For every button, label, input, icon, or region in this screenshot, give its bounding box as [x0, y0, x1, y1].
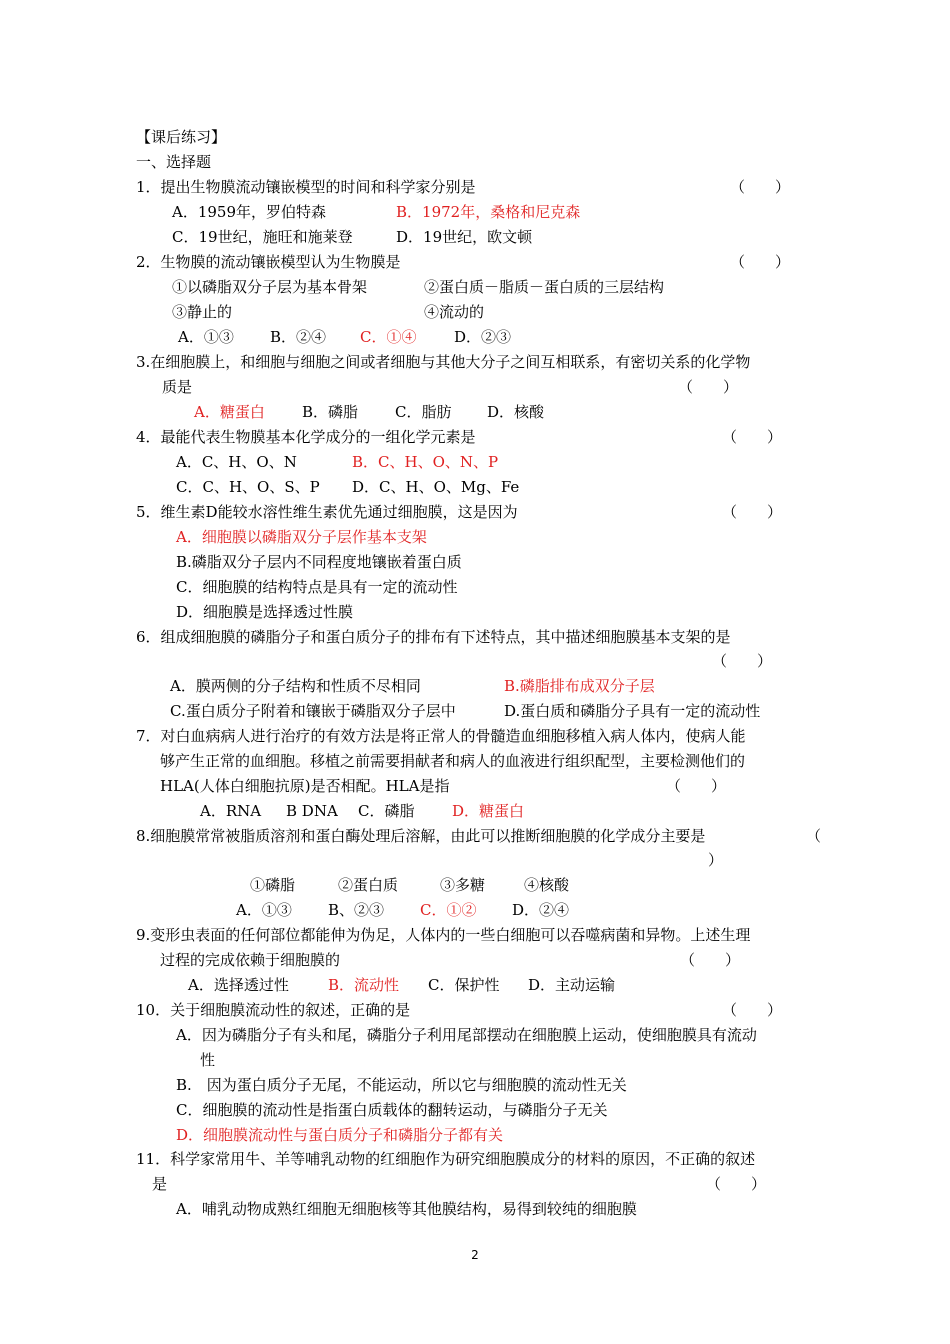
q8-option-d: D．②④ — [512, 901, 570, 919]
q6-stem: 6．组成细胞膜的磷脂分子和蛋白质分子的排布有下述特点，其中描述细胞膜基本支架的是 — [136, 628, 731, 646]
q6-option-d: D.蛋白质和磷脂分子具有一定的流动性 — [504, 702, 761, 720]
q11-option-a: A．哺乳动物成熟红细胞无细胞核等其他膜结构，易得到较纯的细胞膜 — [176, 1200, 637, 1218]
q3-stem-line1: 3.在细胞膜上，和细胞与细胞之间或者细胞与其他大分子之间互相联系，有密切关系的化学物 — [136, 353, 751, 371]
q3-option-a-answer: A．糖蛋白 — [194, 403, 265, 421]
q10-stem: 10．关于细胞膜流动性的叙述，正确的是 — [136, 1001, 411, 1019]
q2-statement-2: ②蛋白质－脂质－蛋白质的三层结构 — [424, 278, 665, 296]
q11-paren: （ ） — [706, 1175, 767, 1193]
q7-option-b: B DNA — [286, 802, 338, 820]
q2-option-b: B．②④ — [270, 328, 327, 346]
q8-option-a: A．①③ — [236, 901, 292, 919]
q2-option-a: A．①③ — [178, 328, 234, 346]
q9-option-d: D．主动运输 — [528, 976, 616, 994]
q10-option-b: B. 因为蛋白质分子无尾，不能运动，所以它与细胞膜的流动性无关 — [176, 1076, 627, 1094]
q2-option-c-answer: C．①④ — [360, 328, 417, 346]
q7-stem-line3: HLA(人体白细胞抗原)是否相配。HLA是指 — [160, 777, 450, 795]
q6-option-b-answer: B.磷脂排布成双分子层 — [504, 677, 655, 695]
q3-option-b: B．磷脂 — [302, 403, 359, 421]
q3-paren: （ ） — [678, 378, 739, 396]
q10-option-d-answer: D．细胞膜流动性与蛋白质分子和磷脂分子都有关 — [176, 1126, 504, 1144]
q11-stem-line1: 11．科学家常用牛、羊等哺乳动物的红细胞作为研究细胞膜成分的材料的原因，不正确的叙述 — [136, 1150, 756, 1168]
q8-statement-2: ②蛋白质 — [338, 876, 399, 894]
q4-option-c: C．C、H、O、S、P — [176, 478, 320, 496]
q8-paren-close: ） — [708, 851, 724, 869]
q8-statement-4: ④核酸 — [524, 876, 570, 894]
section-title: 【课后练习】 — [136, 128, 227, 146]
q5-option-b: B.磷脂双分子层内不同程度地镶嵌着蛋白质 — [176, 553, 462, 571]
q8-statement-3: ③多糖 — [440, 876, 486, 894]
q2-statement-4: ④流动的 — [424, 303, 485, 321]
q2-statement-3: ③静止的 — [172, 303, 233, 321]
q2-stem: 2．生物膜的流动镶嵌模型认为生物膜是 — [136, 253, 401, 271]
q1-option-a: A．1959年，罗伯特森 — [172, 203, 327, 221]
q10-option-c: C．细胞膜的流动性是指蛋白质载体的翻转运动，与磷脂分子无关 — [176, 1101, 608, 1119]
q8-statement-1: ①磷脂 — [250, 876, 296, 894]
q9-stem-line1: 9.变形虫表面的任何部位都能伸为伪足，人体内的一些白细胞可以吞噬病菌和异物。上述生理 — [136, 926, 751, 944]
q1-option-d: D．19世纪，欧文顿 — [396, 228, 533, 246]
q1-option-c: C．19世纪，施旺和施莱登 — [172, 228, 353, 246]
q8-stem: 8.细胞膜常常被脂质溶剂和蛋白酶处理后溶解，由此可以推断细胞膜的化学成分主要是 — [136, 827, 706, 845]
q4-option-d: D．C、H、O、Mg、Fe — [352, 478, 520, 496]
q1-paren: （ ） — [730, 178, 791, 196]
q2-statement-1: ①以磷脂双分子层为基本骨架 — [172, 278, 368, 296]
q9-paren: （ ） — [680, 951, 741, 969]
q3-option-d: D．核酸 — [487, 403, 545, 421]
q9-option-c: C．保护性 — [428, 976, 500, 994]
q2-paren: （ ） — [730, 253, 791, 271]
q4-stem: 4．最能代表生物膜基本化学成分的一组化学元素是 — [136, 428, 476, 446]
q7-stem-line1: 7．对白血病病人进行治疗的有效方法是将正常人的骨髓造血细胞移植入病人体内，使病人能 — [136, 727, 746, 745]
q7-paren: （ ） — [666, 777, 727, 795]
q9-option-b-answer: B．流动性 — [328, 976, 400, 994]
q3-stem-line2: 质是 — [162, 378, 193, 396]
q1-stem: 1．提出生物膜流动镶嵌模型的时间和科学家分别是 — [136, 178, 476, 196]
q5-option-d: D．细胞膜是选择透过性膜 — [176, 603, 354, 621]
q4-option-b-answer: B．C、H、O、N、P — [352, 453, 499, 471]
q3-option-c: C．脂肪 — [395, 403, 452, 421]
q7-option-d-answer: D．糖蛋白 — [452, 802, 525, 820]
q9-stem-line2: 过程的完成依赖于细胞膜的 — [160, 951, 341, 969]
q5-stem: 5．维生素D能较水溶性维生素优先通过细胞膜，这是因为 — [136, 503, 518, 521]
q5-option-a-answer: A．细胞膜以磷脂双分子层作基本支架 — [176, 528, 427, 546]
q10-option-a-line2: 性 — [200, 1051, 216, 1069]
page-number: 2 — [471, 1248, 479, 1262]
q9-option-a: A．选择透过性 — [188, 976, 289, 994]
q4-paren: （ ） — [722, 428, 783, 446]
q5-paren: （ ） — [722, 503, 783, 521]
q10-paren: （ ） — [722, 1001, 783, 1019]
q2-option-d: D．②③ — [454, 328, 512, 346]
q7-option-a: A．RNA — [200, 802, 262, 820]
q11-stem-line2: 是 — [152, 1175, 168, 1193]
q5-option-c: C．细胞膜的结构特点是具有一定的流动性 — [176, 578, 458, 596]
q10-option-a-line1: A．因为磷脂分子有头和尾，磷脂分子利用尾部摆动在细胞膜上运动，使细胞膜具有流动 — [176, 1026, 757, 1044]
q8-option-b: B、②③ — [328, 901, 385, 919]
q8-option-c-answer: C．①② — [420, 901, 477, 919]
q6-option-a: A．膜两侧的分子结构和性质不尽相同 — [170, 677, 421, 695]
q6-option-c: C.蛋白质分子附着和镶嵌于磷脂双分子层中 — [170, 702, 456, 720]
q7-option-c: C．磷脂 — [358, 802, 415, 820]
q7-stem-line2: 够产生正常的血细胞。移植之前需要捐献者和病人的血液进行组织配型，主要检测他们的 — [160, 752, 746, 770]
q1-option-b-answer: B．1972年，桑格和尼克森 — [396, 203, 581, 221]
q6-paren: （ ） — [712, 652, 773, 670]
q8-paren-open: （ — [806, 827, 822, 845]
subsection-title: 一、选择题 — [136, 153, 212, 171]
q4-option-a: A．C、H、O、N — [176, 453, 297, 471]
